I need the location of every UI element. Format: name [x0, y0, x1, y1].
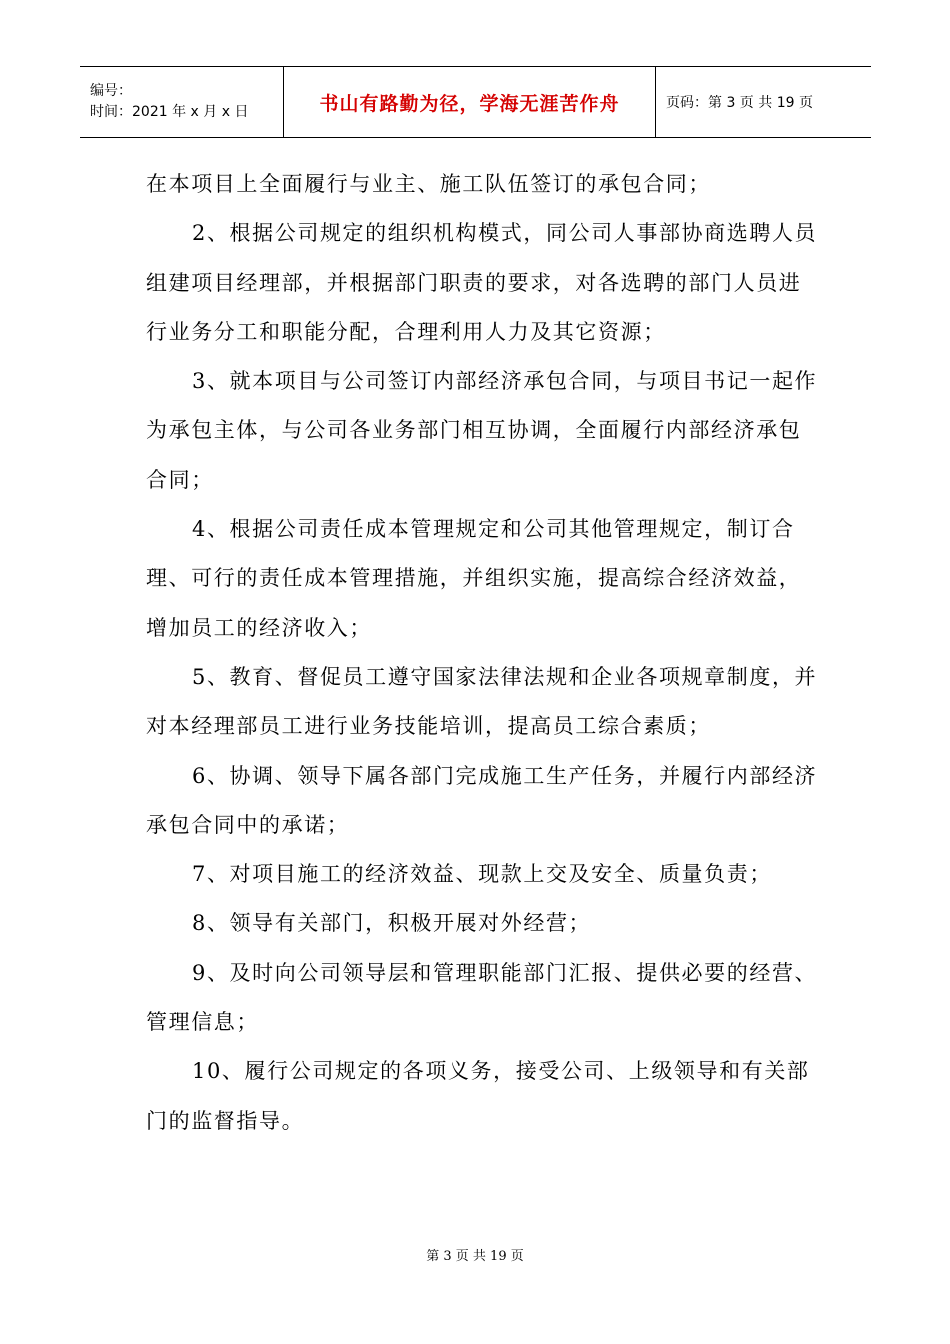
paragraph: 4、根据公司责任成本管理规定和公司其他管理规定，制订合理、可行的责任成本管理措施，并组织实施，提高综合经济效益，增加员工的经济收入；	[146, 517, 802, 640]
document-number-label: 编号：	[90, 83, 132, 99]
paragraph: 6、协调、领导下属各部门完成施工生产任务，并履行内部经济承包合同中的承诺；	[146, 763, 818, 837]
document-body	[146, 160, 818, 1146]
page-footer	[0, 1245, 950, 1264]
paragraph: 10、履行公司规定的各项义务，接受公司、上级领导和有关部门的监督指导。	[146, 1059, 810, 1133]
paragraph: 3、就本项目与公司签订内部经济承包合同，与项目书记一起作为承包主体，与公司各业务部门相互协调，全面履行内部经济承包合同；	[146, 369, 818, 492]
paragraph: 5、教育、督促员工遵守国家法律法规和企业各项规章制度，并对本经理部员工进行业务技能培训，提高员工综合素质；	[146, 664, 818, 739]
paragraph: 2、根据公司规定的组织机构模式，同公司人事部协商选聘人员组建项目经理部，并根据部门职责的要求，对各选聘的部门人员进行业务分工和职能分配，合理利用人力及其它资源；	[146, 221, 818, 344]
paragraph: 在本项目上全面履行与业主、施工队伍签订的承包合同；	[146, 172, 711, 196]
header-motto: 书山有路勤为径，学海无涯苦作舟	[283, 67, 656, 137]
header-page-info: 页码：第 3 页 共 19 页	[666, 95, 813, 111]
footer-page-number: 第 3 页 共 19 页	[426, 1249, 524, 1264]
paragraph: 9、及时向公司领导层和管理职能部门汇报、提供必要的经营、管理信息；	[146, 960, 818, 1035]
paragraph: 8、领导有关部门，积极开展对外经营；	[192, 911, 592, 936]
page-header	[80, 66, 871, 138]
paragraph: 7、对项目施工的经济效益、现款上交及安全、质量负责；	[192, 862, 772, 887]
header-meta	[80, 67, 283, 137]
document-date-label: 时间：2021 年 x 月 x 日	[90, 104, 249, 120]
